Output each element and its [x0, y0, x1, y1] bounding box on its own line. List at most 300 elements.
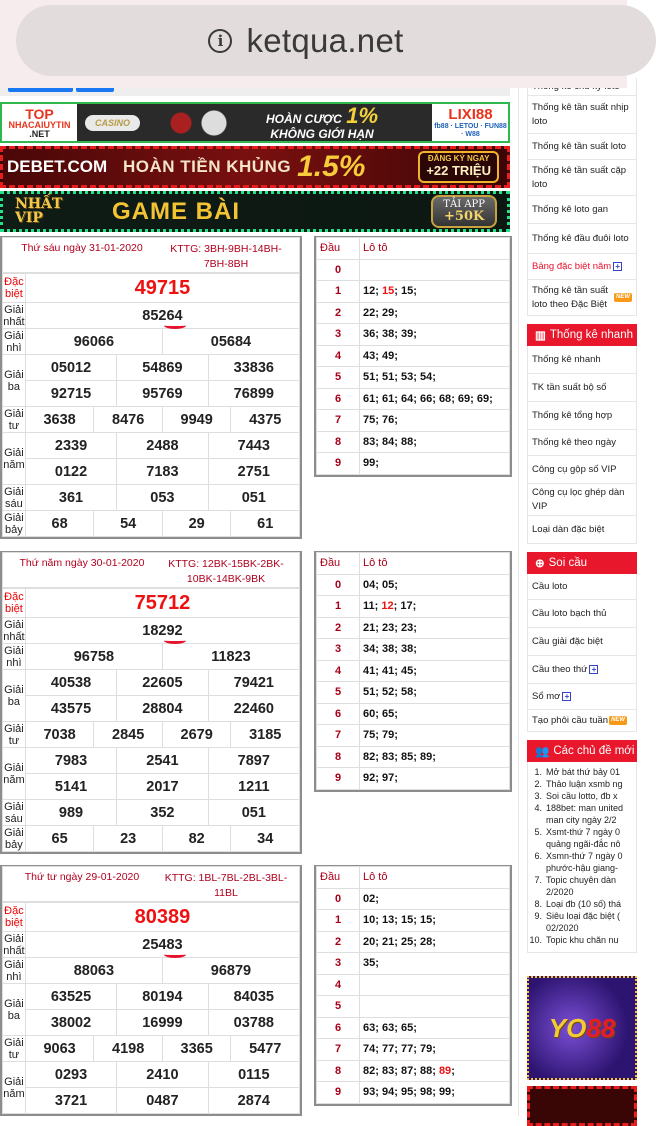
loto-row	[317, 682, 510, 704]
loto-value: 76	[381, 414, 395, 427]
prize-label: Giải tư	[4, 407, 24, 432]
prize-row	[3, 485, 300, 511]
banner-text: HOÀN TIỀN KHỦNG	[123, 157, 292, 176]
loto-value: 36	[363, 328, 376, 341]
topic-item[interactable]	[528, 934, 636, 946]
prize-number	[117, 1010, 208, 1036]
prize-table	[2, 237, 300, 537]
prize-label: Giải nhất	[3, 303, 25, 328]
number-value: 7443	[237, 437, 270, 454]
prize-number	[25, 826, 94, 852]
loto-row	[317, 974, 510, 996]
dau-digit: 5	[317, 682, 360, 704]
sidebar-link-label: TK tần suất bộ số	[532, 381, 607, 393]
loto-value: 95	[400, 1086, 414, 1099]
prize-number	[25, 485, 116, 511]
kttg-line: 11BL	[214, 887, 238, 900]
loto-value: 15	[400, 914, 414, 927]
number-value: 61	[257, 515, 274, 532]
topic-link[interactable]: Thảo luận xsmb ng	[546, 779, 623, 789]
prize-number	[162, 826, 231, 852]
loto-value: 68	[438, 392, 452, 405]
loto-value: 10	[363, 914, 376, 927]
loto-value: 60	[363, 707, 376, 720]
loto-row	[317, 596, 510, 618]
casino-pill: CASINO	[85, 115, 140, 131]
topic-item[interactable]	[528, 898, 636, 910]
topic-link[interactable]: 188bet: man united man city ngày 2/2	[546, 803, 624, 825]
number-value: 2751	[237, 463, 270, 480]
loto-value: 23	[400, 621, 414, 634]
dau-digit: 3	[317, 953, 360, 975]
dau-digit: 4	[317, 660, 360, 682]
loto-value: 23	[381, 621, 395, 634]
sidebar-link[interactable]	[527, 628, 637, 656]
loto-row	[317, 324, 510, 346]
number-value: 85264	[142, 307, 183, 324]
loto-value: 65	[400, 1021, 414, 1034]
sidebar-link[interactable]	[527, 656, 637, 684]
prize-row	[3, 433, 300, 459]
loto-value: 34	[363, 643, 376, 656]
dau-digit: 8	[317, 746, 360, 768]
number-value: 75712	[134, 591, 191, 614]
prize-number	[208, 984, 299, 1010]
topic-item[interactable]	[528, 778, 636, 790]
number-value: 68	[51, 515, 68, 532]
dau-digit: 9	[317, 1082, 360, 1104]
loto-values: 12; 15; 15;	[360, 281, 510, 303]
loto-value: 29	[381, 306, 395, 319]
prize-label: Giải bảy	[4, 511, 24, 536]
loto-value: 88	[400, 435, 414, 448]
prize-row	[3, 1088, 300, 1114]
loto-header: Lô tô	[360, 238, 510, 260]
prize-row	[3, 800, 300, 826]
address-bar[interactable]	[16, 5, 656, 76]
loto-values: 83; 84; 88;	[360, 431, 510, 453]
number-value: 82	[188, 830, 205, 847]
sidebar-link[interactable]	[527, 516, 637, 544]
topic-number: 10.	[529, 935, 542, 945]
prize-table	[2, 552, 300, 852]
topic-item[interactable]	[528, 790, 636, 802]
prize-number	[231, 826, 300, 852]
topic-link[interactable]: Topic chuyên dàn 2/2020	[546, 875, 617, 897]
loto-value: 83	[381, 750, 395, 763]
prize-row	[3, 1062, 300, 1088]
loto-value: 54	[419, 371, 433, 384]
loto-value: 38	[381, 328, 395, 341]
result-table	[0, 865, 302, 1116]
dau-digit: 6	[317, 1017, 360, 1039]
prize-table	[2, 866, 300, 1114]
topic-link[interactable]: Xsmt-thứ 7 ngày 0 quảng ngãi-đắc nô	[546, 827, 621, 849]
dau-digit: 6	[317, 703, 360, 725]
topic-item[interactable]	[528, 826, 636, 850]
loto-values	[360, 974, 510, 996]
loto-value: 15	[419, 914, 433, 927]
number-value: 96758	[73, 648, 115, 665]
loto-row	[317, 746, 510, 768]
prize-label: Đặc biệt	[3, 589, 26, 618]
number-value: 40538	[50, 674, 92, 691]
prize-label: Đặc biệt	[3, 903, 26, 932]
sidebar-link[interactable]	[527, 484, 637, 516]
sidebar-link[interactable]	[527, 254, 637, 280]
column-divider	[518, 88, 519, 1116]
prize-label: Giải ba	[3, 670, 26, 722]
loto-value: 49	[381, 349, 395, 362]
prize-label: Giải năm	[3, 1062, 26, 1114]
prize-number	[231, 407, 300, 433]
dau-digit: 3	[317, 639, 360, 661]
loto-values: 92; 97;	[360, 768, 510, 790]
loto-row	[317, 410, 510, 432]
loto-value: 41	[363, 664, 376, 677]
loto-values: 51; 51; 53; 54;	[360, 367, 510, 389]
prize-number	[117, 774, 208, 800]
new-badge-icon: NEW	[611, 717, 626, 724]
loto-values: 61; 61; 64; 66; 68; 69; 69;	[360, 388, 510, 410]
prize-number	[94, 722, 163, 748]
sidebar-link[interactable]	[527, 710, 637, 732]
sidebar-header-soi-cau[interactable]: ⊕ Soi cầu	[527, 552, 637, 574]
loto-value: 43	[363, 349, 376, 362]
sidebar-link[interactable]	[527, 346, 637, 374]
loto-row	[317, 996, 510, 1018]
sidebar-link[interactable]	[527, 684, 637, 710]
prize-row	[3, 274, 300, 303]
loto-value: 74	[363, 1043, 376, 1056]
loto-header-row	[317, 238, 510, 260]
topic-number: 8.	[534, 899, 542, 909]
sidebar-link-label: Thống kê tần suất cặp loto	[532, 165, 627, 190]
loto-row	[317, 281, 510, 303]
kttg-codes	[157, 553, 295, 587]
loto-value-special: 89	[438, 1064, 452, 1077]
loto-value: 25	[400, 935, 414, 948]
sidebar-header-quick-stats[interactable]: ▥ Thống kê nhanh	[527, 324, 637, 346]
prize-label: Giải năm	[3, 748, 26, 800]
loto-values: 60; 65;	[360, 703, 510, 725]
loto-values: 75; 76;	[360, 410, 510, 432]
loto-row	[317, 725, 510, 747]
number-value: 54869	[142, 359, 183, 376]
prize-row	[3, 303, 300, 329]
number-value: 2488	[146, 437, 179, 454]
prize-number	[25, 618, 299, 644]
sidebar-link[interactable]	[527, 374, 637, 402]
expand-plus-icon[interactable]: +	[589, 665, 598, 674]
banner-logo: TOP NHACAIUYTIN .NET	[8, 105, 71, 139]
prize-number	[117, 485, 208, 511]
number-value: 11823	[211, 648, 251, 665]
prize-number	[208, 485, 299, 511]
kttg-line: 7BH-8BH	[203, 258, 249, 271]
sidebar-link[interactable]	[527, 160, 637, 196]
dau-digit: 0	[317, 574, 360, 596]
prize-number	[208, 800, 299, 826]
loto-values: 82; 83; 85; 89;	[360, 746, 510, 768]
loto-value: 79	[419, 1043, 433, 1056]
prize-number	[231, 722, 300, 748]
result-table	[0, 551, 302, 854]
number-value: 23	[120, 830, 137, 847]
loto-value: 61	[363, 392, 376, 405]
loto-value: 13	[381, 914, 395, 927]
sidebar-link[interactable]	[527, 196, 637, 224]
number-value: 0115	[238, 1066, 270, 1083]
prize-number	[25, 1062, 116, 1088]
loto-value: 45	[400, 664, 414, 677]
loto-value: 69	[476, 392, 490, 405]
number-value: 7983	[54, 752, 88, 769]
sidebar-link-label: Thống kê nhanh	[532, 353, 601, 365]
prize-row	[3, 932, 300, 958]
loto-value: 85	[400, 750, 414, 763]
topic-item[interactable]	[528, 910, 636, 934]
prize-number	[162, 644, 299, 670]
prize-number	[117, 433, 208, 459]
sidebar-link-label: Sổ mơ	[532, 690, 561, 702]
ad-banner-nhatvip[interactable]	[0, 191, 510, 232]
prize-number	[117, 984, 208, 1010]
sidebar-link[interactable]	[527, 224, 637, 254]
loto-value: 79	[381, 729, 395, 742]
loto-header: Lô tô	[360, 553, 510, 575]
search-plus-icon: ⊕	[535, 558, 545, 570]
topic-number: 4.	[534, 803, 542, 813]
loto-value: 66	[419, 392, 433, 405]
ad-banner-topnhacaiuytin[interactable]	[0, 102, 510, 143]
prize-number	[162, 1036, 231, 1062]
loto-value: 94	[381, 1086, 395, 1099]
prize-number	[25, 329, 162, 355]
info-icon[interactable]: i	[208, 29, 232, 53]
sidebar-link-label: Công cụ lọc ghép dàn VIP	[532, 487, 625, 512]
topic-item[interactable]	[528, 802, 636, 826]
browser-chrome	[0, 0, 627, 88]
number-value: 051	[241, 489, 266, 506]
loto-value: 99	[438, 1086, 452, 1099]
loto-values: 93; 94; 95; 98; 99;	[360, 1082, 510, 1104]
dau-digit: 2	[317, 931, 360, 953]
prize-number	[25, 774, 116, 800]
sidebar-link[interactable]	[527, 600, 637, 628]
loto-table	[314, 551, 512, 792]
kttg-line: KTTG: 3BH-9BH-14BH-	[170, 243, 282, 255]
topic-link[interactable]: Topic khu chăn nu	[546, 935, 619, 945]
loto-values	[360, 259, 510, 281]
loto-row	[317, 1082, 510, 1104]
sidebar-link[interactable]	[527, 134, 637, 160]
loto-value: 22	[363, 306, 376, 319]
prize-row	[3, 1010, 300, 1036]
ad-yo88[interactable]	[527, 976, 637, 1080]
prize-row	[3, 958, 300, 984]
loto-header-row	[317, 553, 510, 575]
prize-number	[25, 381, 116, 407]
loto-value: 51	[363, 686, 376, 699]
prize-number	[117, 355, 208, 381]
loto-value: 82	[363, 750, 376, 763]
number-value: 05012	[50, 359, 92, 376]
prize-row	[3, 381, 300, 407]
number-value: 18292	[142, 622, 183, 639]
number-value: 29	[188, 515, 205, 532]
draw-date[interactable]: Thứ tư ngày 29-01-2020	[24, 871, 140, 883]
number-value: 76899	[233, 385, 274, 402]
dau-digit: 6	[317, 388, 360, 410]
loto-row	[317, 259, 510, 281]
loto-values: 75; 79;	[360, 725, 510, 747]
loto-values: 21; 23; 23;	[360, 617, 510, 639]
sidebar-link[interactable]	[527, 402, 637, 430]
prize-number	[208, 355, 299, 381]
number-value: 053	[150, 489, 175, 506]
dau-digit: 7	[317, 410, 360, 432]
topic-number: 2.	[534, 779, 542, 789]
number-value: 1211	[238, 778, 270, 795]
prize-number	[25, 800, 116, 826]
sidebar-header-new-topics[interactable]: 👥 Các chủ đề mới	[527, 740, 637, 762]
topic-number: 9.	[534, 911, 542, 921]
prize-number	[25, 274, 299, 303]
loto-values: 04; 05;	[360, 574, 510, 596]
dau-digit: 7	[317, 1039, 360, 1061]
loto-row	[317, 453, 510, 475]
prize-number	[117, 670, 208, 696]
expand-plus-icon[interactable]: +	[613, 262, 622, 271]
loto-row	[317, 660, 510, 682]
prize-row	[3, 1036, 300, 1062]
prize-row	[3, 329, 300, 355]
number-value: 9063	[43, 1040, 76, 1057]
prize-label: Giải nhì	[4, 644, 24, 669]
loto-value: 35	[363, 957, 376, 970]
prize-label: Giải nhất	[3, 618, 25, 643]
topic-link[interactable]: Loại đb (10 số) thá	[546, 899, 622, 909]
loto-row	[317, 639, 510, 661]
banner-percent: 1.5%	[297, 150, 366, 183]
topic-link[interactable]: Mở bát thứ bảy 01	[546, 767, 620, 777]
sidebar-link[interactable]	[527, 456, 637, 484]
loto-header-row	[317, 867, 510, 889]
draw-date[interactable]: Thứ sáu ngày 31-01-2020	[21, 242, 143, 254]
loto-value: 28	[419, 935, 433, 948]
number-value: 33836	[233, 359, 274, 376]
topic-number: 1.	[534, 767, 542, 777]
prize-number	[25, 433, 116, 459]
loto-values: 35;	[360, 953, 510, 975]
loto-grid	[316, 552, 510, 790]
prize-number	[25, 696, 116, 722]
prize-number	[231, 1036, 300, 1062]
sidebar-link-label: Thống kê tổng hợp	[532, 409, 613, 421]
loto-values: 74; 77; 77; 79;	[360, 1039, 510, 1061]
loto-value: 63	[381, 1021, 395, 1034]
loto-row	[317, 367, 510, 389]
number-value: 361	[58, 489, 84, 506]
loto-value: 15	[400, 285, 414, 298]
prize-number	[117, 1088, 208, 1114]
prize-label: Giải tư	[4, 1036, 24, 1061]
loto-values: 63; 63; 65;	[360, 1017, 510, 1039]
sidebar-link[interactable]	[527, 574, 637, 600]
dau-digit: 2	[317, 617, 360, 639]
dau-digit: 4	[317, 974, 360, 996]
loto-value: 89	[419, 750, 433, 763]
prize-number	[94, 511, 163, 537]
topic-item[interactable]	[528, 766, 636, 778]
prize-row	[3, 748, 300, 774]
prize-label: Giải ba	[3, 355, 26, 407]
prize-number	[208, 1010, 299, 1036]
loto-row	[317, 931, 510, 953]
draw-date[interactable]: Thứ năm ngày 30-01-2020	[19, 557, 145, 569]
prize-number	[25, 748, 116, 774]
loto-values: 99;	[360, 453, 510, 475]
loto-values: 10; 13; 15; 15;	[360, 910, 510, 932]
prize-label: Giải bảy	[4, 826, 24, 851]
prize-number	[208, 381, 299, 407]
loto-value: 52	[381, 686, 395, 699]
sidebar-link[interactable]	[527, 280, 637, 316]
loto-value: 51	[381, 371, 395, 384]
download-app-button[interactable]: TẢI APP +50K	[431, 195, 497, 228]
loto-value: 58	[400, 686, 414, 699]
ad-banner-debet[interactable]	[0, 146, 510, 188]
topic-item[interactable]	[528, 850, 636, 874]
result-header	[3, 553, 300, 588]
number-value: 2339	[54, 437, 88, 454]
prize-row	[3, 511, 300, 537]
dau-digit: 7	[317, 725, 360, 747]
sidebar-group-statistics	[527, 78, 637, 316]
number-value: 2679	[180, 726, 213, 743]
loto-value: 87	[400, 1064, 414, 1077]
sidebar-group-quick-stats	[527, 346, 637, 544]
number-value: 0122	[54, 463, 88, 480]
prize-row	[3, 903, 300, 932]
number-value: 2874	[237, 1092, 270, 1109]
ad-banner-partial[interactable]	[527, 1086, 637, 1126]
expand-plus-icon[interactable]: +	[562, 692, 571, 701]
prize-label: Giải sáu	[4, 800, 24, 825]
sidebar-link-label: Cầu theo thứ	[532, 663, 588, 675]
topic-link[interactable]: Xsmn-thứ 7 ngày 0 phước-hậu giang-	[546, 851, 623, 873]
topic-link[interactable]: Soi cầu lotto, đb x	[546, 791, 618, 801]
loto-values: 36; 38; 39;	[360, 324, 510, 346]
prize-row	[3, 644, 300, 670]
loto-row	[317, 617, 510, 639]
loto-values: 02;	[360, 888, 510, 910]
topic-link[interactable]: Siêu loại đặc biệt ( 02/2020	[546, 911, 621, 933]
sidebar-link[interactable]	[527, 96, 637, 134]
number-value: 22605	[142, 674, 183, 691]
loto-values: 20; 21; 25; 28;	[360, 931, 510, 953]
sidebar-link[interactable]	[527, 430, 637, 456]
topic-item[interactable]	[528, 874, 636, 898]
sidebar-link-label: Bảng đặc biệt năm	[532, 260, 612, 272]
prize-number	[208, 774, 299, 800]
prize-row	[3, 459, 300, 485]
register-cta-button[interactable]: ĐĂNG KÝ NGAY +22 TRIỆU	[418, 151, 499, 182]
prize-number	[117, 381, 208, 407]
prize-row	[3, 670, 300, 696]
prize-number	[208, 748, 299, 774]
